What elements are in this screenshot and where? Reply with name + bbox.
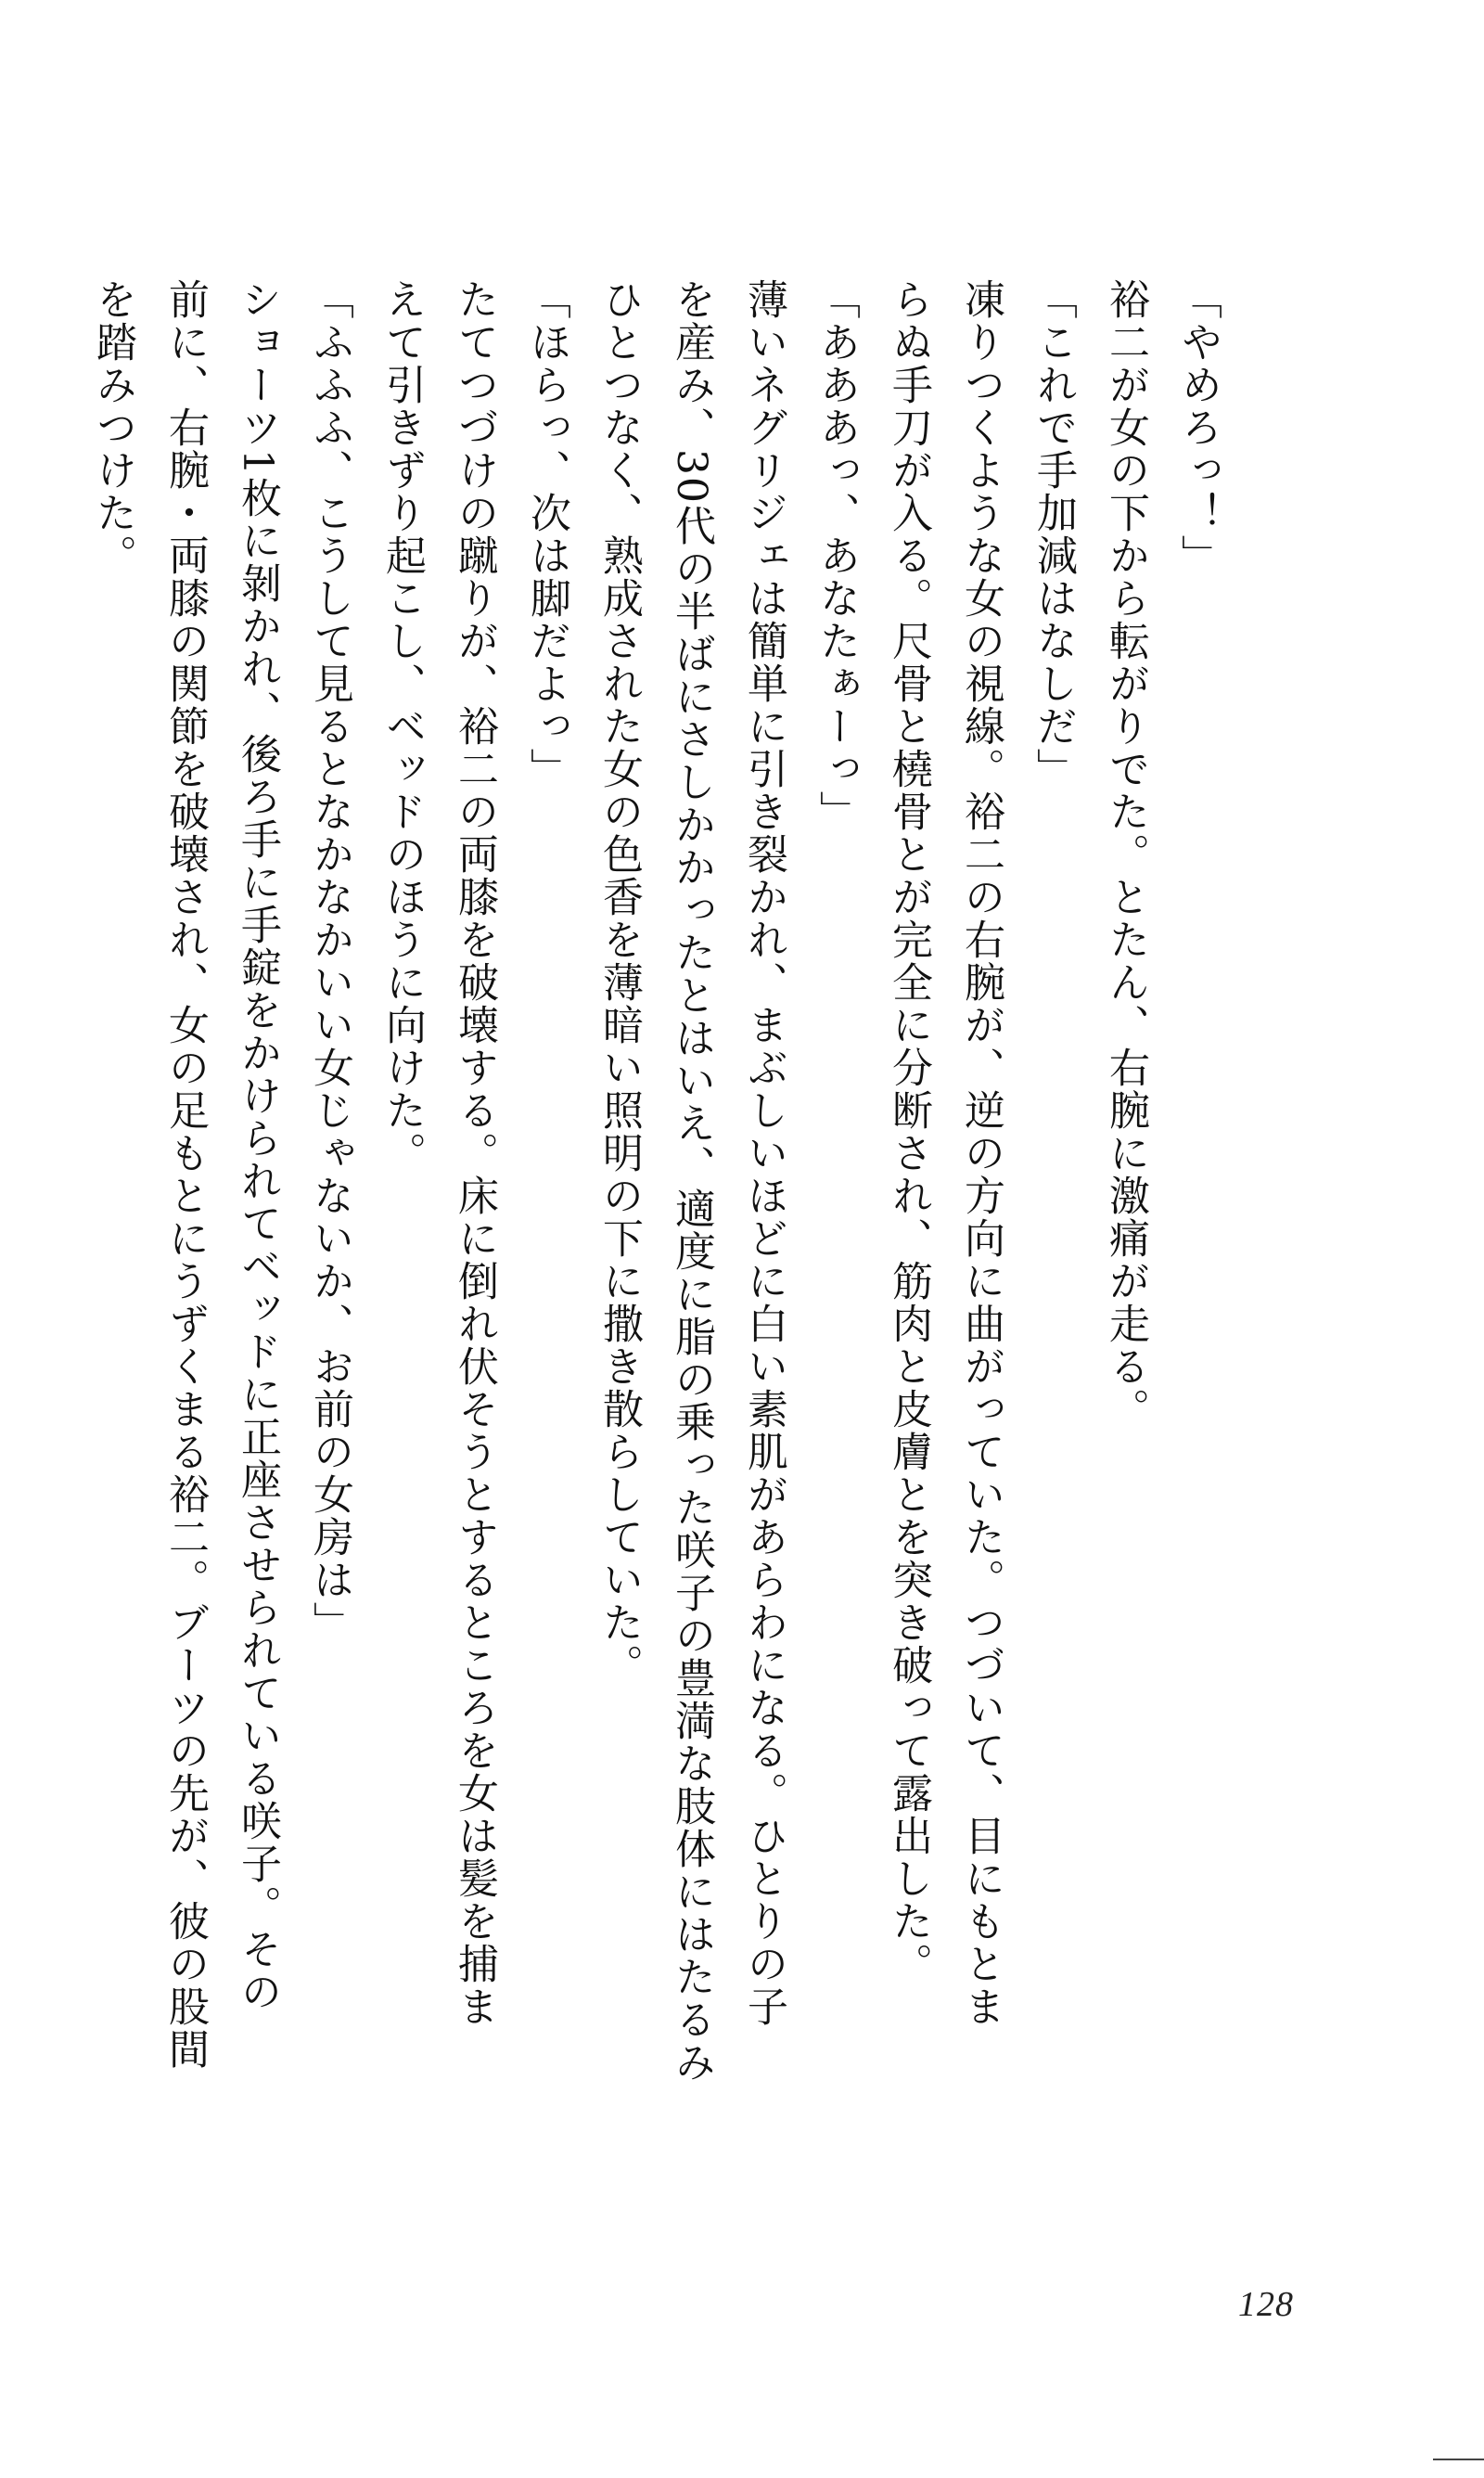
text-line: を踏みつけた。 bbox=[89, 278, 136, 577]
vertical-text-body bbox=[76, 278, 1234, 2245]
corner-divider bbox=[1433, 2459, 1484, 2460]
text-line: 「これで手加減はなしだ」 bbox=[1030, 278, 1077, 790]
text-line: たてつづけの蹴りが、裕二の両膝を破壊する。床に倒れ伏そうとするところを女は髪を捕ま bbox=[451, 278, 498, 2028]
text-line: らぬ手刀が入る。尺骨と橈骨とが完全に分断され、筋肉と皮膚とを突き破って露出した。 bbox=[885, 278, 932, 1985]
text-line: 裕二が女の下から転がりでた。とたん、右腕に激痛が走る。 bbox=[1102, 278, 1149, 1431]
text-line: ショーツ1枚に剝かれ、後ろ手に手錠をかけられてベッドに正座させられている咲子。その bbox=[234, 278, 281, 2013]
page-number: 128 bbox=[1238, 2285, 1294, 2324]
text-line: えて引きずり起こし、ベッドのほうに向けた。 bbox=[378, 278, 426, 1175]
text-line: 「ふふふ、こうして見るとなかなかいい女じゃないか、お前の女房は」 bbox=[306, 278, 353, 1644]
text-line: 「やめろっ！」 bbox=[1174, 278, 1222, 577]
text-line: 薄いネグリジェは簡単に引き裂かれ、まぶしいほどに白い素肌があらわになる。ひとりの子 bbox=[740, 278, 787, 2028]
text-line: ひとつなく、熟成された女の色香を薄暗い照明の下に撒き散らしていた。 bbox=[595, 278, 643, 1687]
text-line: 前に、右腕・両膝の関節を破壊され、女の足もとにうずくまる裕二。ブーツの先が、彼の股間 bbox=[161, 278, 209, 2071]
text-line: 凍りつくような女の視線。裕二の右腕が、逆の方向に曲がっていた。つづいて、目にもとま bbox=[957, 278, 1004, 2028]
text-line: を産み、30代の半ばにさしかかったとはいえ、適度に脂の乗った咲子の豊満な肢体にはたるみ bbox=[668, 278, 715, 2084]
text-line: 「あああっ、あなたぁーっ」 bbox=[812, 278, 860, 833]
text-line: 「ほらっ、次は脚だよっ」 bbox=[523, 278, 570, 790]
